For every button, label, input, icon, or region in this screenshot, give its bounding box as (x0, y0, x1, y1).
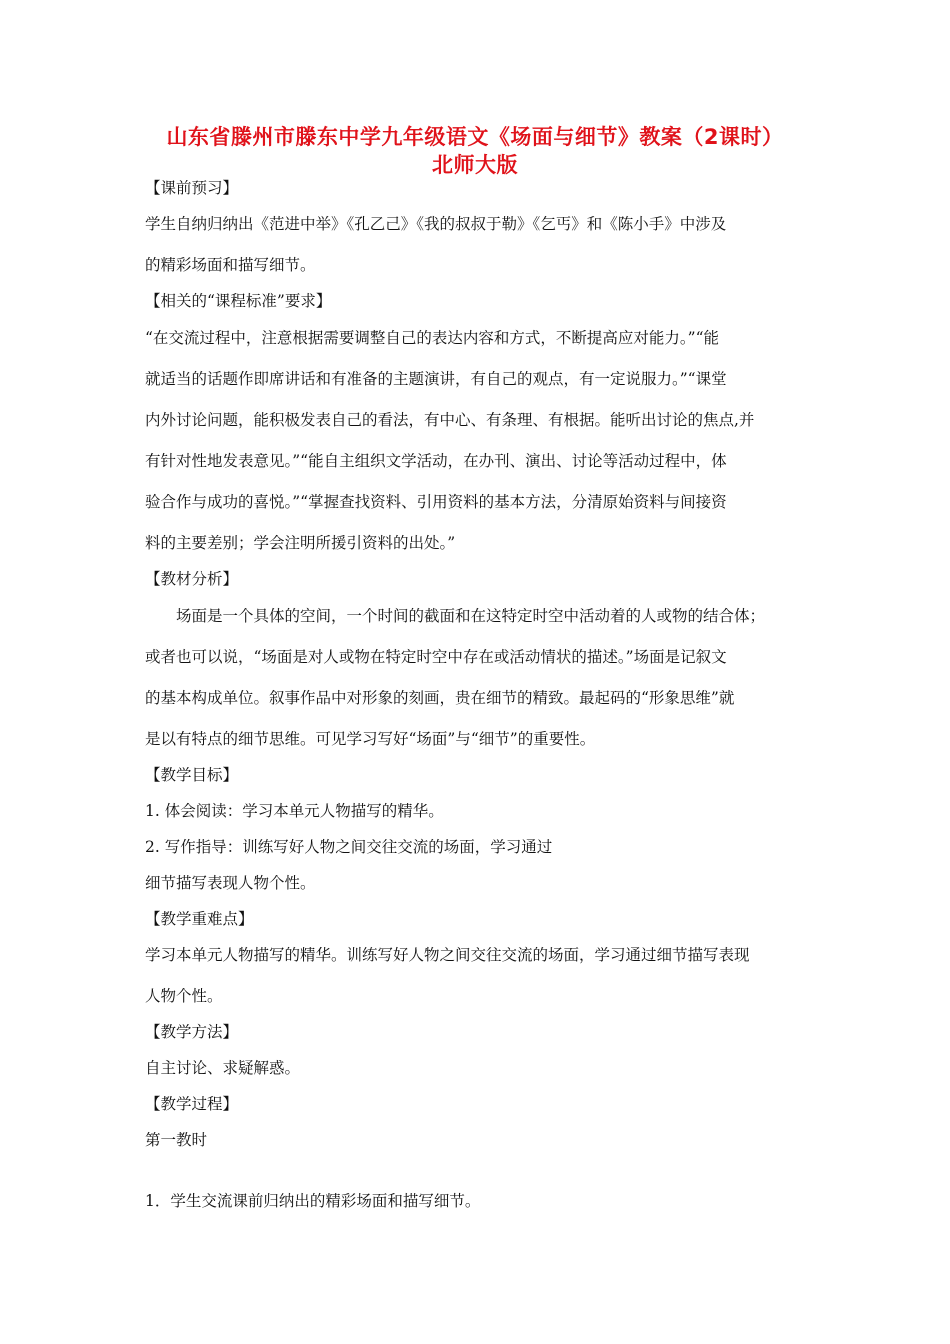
section-heading-preview: 【课前预习】 (145, 179, 239, 197)
section-heading-process: 【教学过程】 (145, 1095, 239, 1113)
paragraph-line: 内外讨论问题，能积极发表自己的看法，有中心、有条理、有根据。能听出讨论的焦点,并 (145, 411, 755, 429)
paragraph-line: 自主讨论、求疑解惑。 (145, 1059, 301, 1077)
paragraph-line: 的基本构成单位。叙事作品中对形象的刻画，贵在细节的精致。最起码的“形象思维”就 (145, 689, 735, 707)
section-heading-goals: 【教学目标】 (145, 766, 239, 784)
paragraph-line: “在交流过程中，注意根据需要调整自己的表达内容和方式，不断提高应对能力。”“能 (145, 329, 720, 347)
section-heading-standards: 【相关的“课程标准”要求】 (145, 292, 332, 310)
paragraph-line: 或者也可以说，“场面是对人或物在特定时空中存在或活动情状的描述。”场面是记叙文 (145, 648, 727, 666)
section-heading-methods: 【教学方法】 (145, 1023, 239, 1041)
paragraph-line: 的精彩场面和描写细节。 (145, 256, 316, 274)
section-heading-analysis: 【教材分析】 (145, 570, 239, 588)
paragraph-line: 验合作与成功的喜悦。”“掌握查找资料、引用资料的基本方法，分清原始资料与间接资 (145, 493, 727, 511)
section-heading-difficulties: 【教学重难点】 (145, 910, 254, 928)
paragraph-line: 有针对性地发表意见。”“能自主组织文学活动，在办刊、演出、讨论等活动过程中，体 (145, 452, 727, 470)
document-subtitle: 北师大版 (432, 153, 518, 177)
list-item: 1. 体会阅读：学习本单元人物描写的精华。 (145, 802, 444, 820)
paragraph-line: 就适当的话题作即席讲话和有准备的主题演讲，有自己的观点，有一定说服力。”“课堂 (145, 370, 727, 388)
paragraph-line: 第一教时 (145, 1131, 208, 1149)
paragraph-line: 细节描写表现人物个性。 (145, 874, 316, 892)
paragraph-line: 学生自纳归纳出《范进中举》《孔乙己》《我的叔叔于勒》《乞丐》和《陈小手》中涉及 (145, 215, 727, 233)
document-title: 山东省滕州市滕东中学九年级语文《场面与细节》教案（2课时） (166, 125, 784, 149)
paragraph-line: 料的主要差别；学会注明所援引资料的出处。” (145, 534, 456, 552)
paragraph-line: 场面是一个具体的空间，一个时间的截面和在这特定时空中活动着的人或物的结合体； (145, 607, 766, 625)
list-item: 1．学生交流课前归纳出的精彩场面和描写细节。 (145, 1192, 481, 1210)
paragraph-line: 人物个性。 (145, 987, 223, 1005)
paragraph-line: 学习本单元人物描写的精华。训练写好人物之间交往交流的场面，学习通过细节描写表现 (145, 946, 750, 964)
list-item: 2. 写作指导：训练写好人物之间交往交流的场面，学习通过 (145, 838, 553, 856)
paragraph-line: 是以有特点的细节思维。可见学习写好“场面”与“细节”的重要性。 (145, 730, 596, 748)
